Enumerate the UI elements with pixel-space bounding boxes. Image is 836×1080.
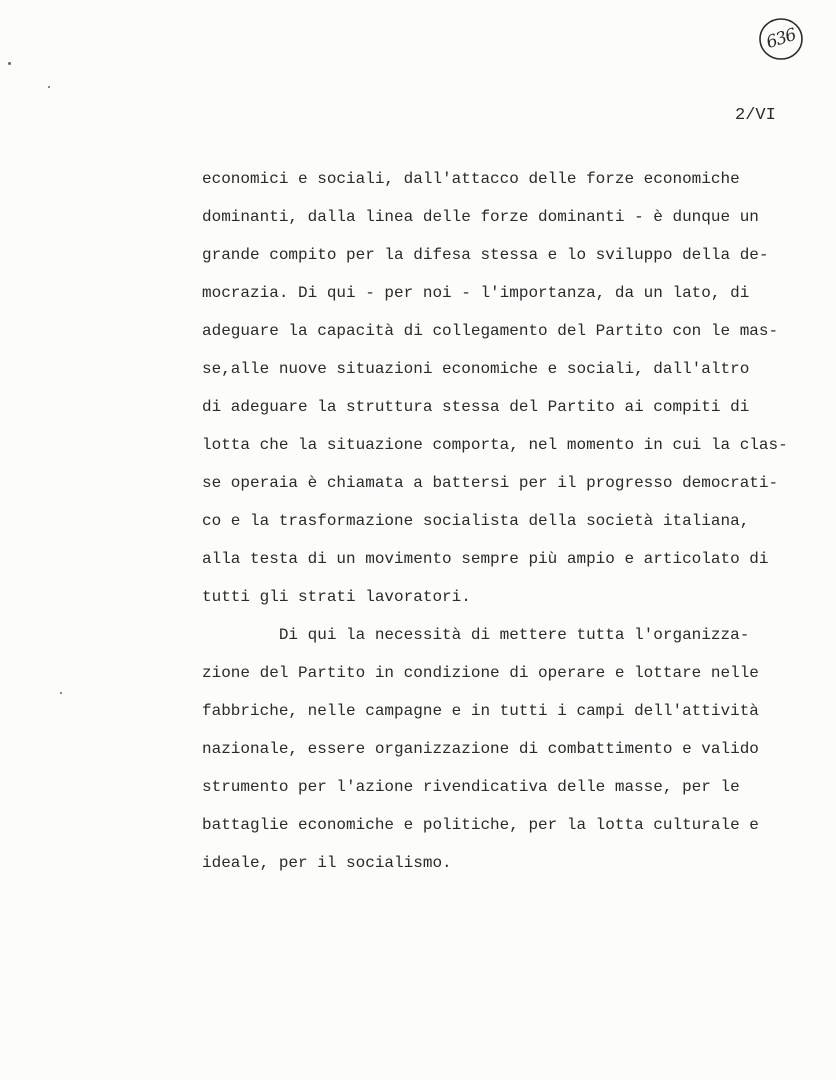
page-marker: 2/VI: [735, 106, 776, 125]
text-line: strumento per l'azione rivendicativa delle masse, per le: [202, 778, 740, 796]
text-line: battaglie economiche e politiche, per la lotta culturale e: [202, 816, 759, 834]
text-line: fabbriche, nelle campagne e in tutti i campi dell'attività: [202, 702, 759, 720]
stamp-number: 636: [763, 24, 799, 54]
paper-speck: [48, 86, 50, 88]
text-line: Di qui la necessità di mettere tutta l'organizza-: [202, 626, 750, 644]
text-line: dominanti, dalla linea delle forze dominanti - è dunque un: [202, 208, 759, 226]
paper-speck: [60, 692, 62, 694]
text-line: se operaia è chiamata a battersi per il progresso democrati-: [202, 474, 779, 492]
paper-speck: [8, 62, 11, 65]
text-line: grande compito per la difesa stessa e lo sviluppo della de-: [202, 246, 769, 264]
text-line: nazionale, essere organizzazione di combattimento e valido: [202, 740, 759, 758]
text-line: zione del Partito in condizione di operare e lottare nelle: [202, 664, 759, 682]
text-line: alla testa di un movimento sempre più ampio e articolato di: [202, 550, 769, 568]
archive-page-number-stamp: [757, 15, 805, 63]
body-text: [202, 160, 802, 882]
text-line: adeguare la capacità di collegamento del Partito con le mas-: [202, 322, 779, 340]
text-line: mocrazia. Di qui - per noi - l'importanza, da un lato, di: [202, 284, 750, 302]
text-line: lotta che la situazione comporta, nel momento in cui la clas-: [202, 436, 788, 454]
text-line: di adeguare la struttura stessa del Partito ai compiti di: [202, 398, 750, 416]
text-line: tutti gli strati lavoratori.: [202, 588, 471, 606]
text-line: ideale, per il socialismo.: [202, 854, 452, 872]
text-line: economici e sociali, dall'attacco delle forze economiche: [202, 170, 740, 188]
text-line: se,alle nuove situazioni economiche e sociali, dall'altro: [202, 360, 750, 378]
text-line: co e la trasformazione socialista della società italiana,: [202, 512, 750, 530]
